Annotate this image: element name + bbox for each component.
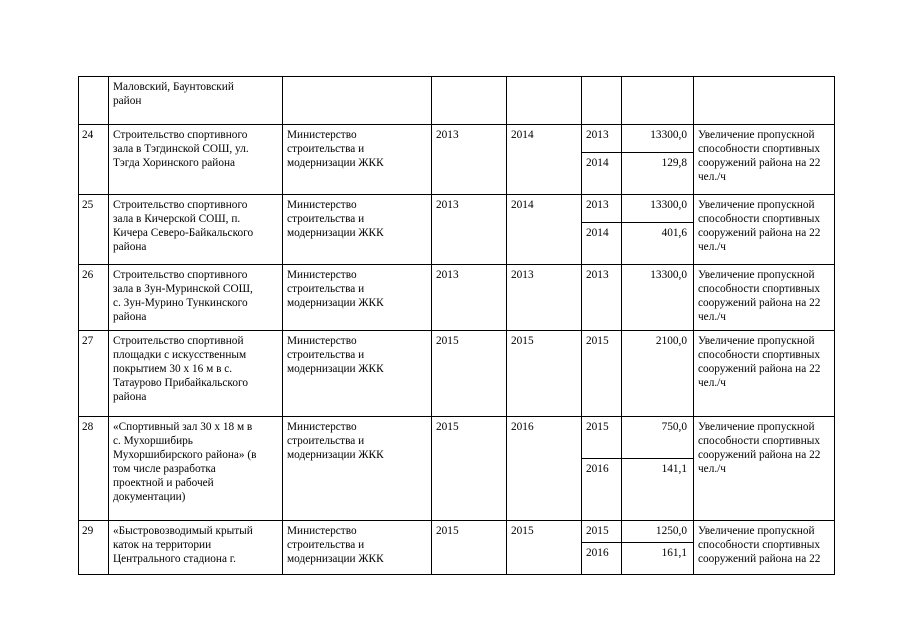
object-name-cell — [109, 521, 283, 575]
end-year-cell-text: 2015 — [511, 335, 534, 347]
end-year-cell-text: 2014 — [511, 199, 534, 211]
financing-year-cell — [582, 125, 622, 153]
expected-result-cell-text: Увеличение пропускной способности спортивных сооружений района на 22 чел./ч — [698, 199, 821, 253]
financing-year-cell-text: 2015 — [586, 421, 609, 433]
expected-result-cell — [694, 125, 835, 195]
financing-amount-cell — [622, 331, 694, 417]
financing-amount-cell — [622, 265, 694, 331]
start-year-cell — [432, 195, 507, 265]
expected-result-cell-text: Увеличение пропускной способности спортивных сооружений района на 22 чел./ч — [698, 269, 821, 323]
table-row — [79, 77, 835, 125]
row-number-cell — [79, 77, 109, 125]
table-row — [79, 265, 835, 331]
table-row — [79, 195, 835, 223]
financing-year-cell-text: 2014 — [586, 157, 609, 169]
responsible-agency-cell — [283, 521, 432, 575]
start-year-cell-text: 2013 — [436, 129, 459, 141]
start-year-cell — [432, 125, 507, 195]
object-name-cell — [109, 77, 283, 125]
start-year-cell — [432, 521, 507, 575]
object-name-cell-text: «Быстровозводимый крытый каток на территории Центрального стадиона г. — [113, 525, 253, 565]
financing-year-cell — [582, 543, 622, 575]
financing-amount-cell — [622, 521, 694, 543]
financing-year-cell — [582, 195, 622, 223]
financing-year-cell — [582, 223, 622, 265]
responsible-agency-cell — [283, 331, 432, 417]
financing-amount-cell-text: 2100,0 — [655, 335, 687, 347]
object-name-cell — [109, 417, 283, 521]
responsible-agency-cell — [283, 77, 432, 125]
table-row — [79, 125, 835, 153]
financing-amount-cell — [622, 77, 694, 125]
start-year-cell — [432, 77, 507, 125]
expected-result-cell-text: Увеличение пропускной способности спортивных сооружений района на 22 — [698, 525, 821, 565]
program-table — [78, 76, 835, 575]
object-name-cell — [109, 125, 283, 195]
financing-year-cell-text: 2013 — [586, 269, 609, 281]
financing-amount-cell — [622, 195, 694, 223]
financing-amount-cell-text: 161,1 — [661, 547, 687, 559]
row-number-cell-text: 27 — [82, 335, 94, 347]
row-number-cell — [79, 331, 109, 417]
object-name-cell — [109, 195, 283, 265]
financing-year-cell-text: 2015 — [586, 335, 609, 347]
financing-amount-cell — [622, 459, 694, 521]
end-year-cell — [507, 195, 582, 265]
financing-year-cell — [582, 459, 622, 521]
object-name-cell — [109, 265, 283, 331]
start-year-cell — [432, 265, 507, 331]
responsible-agency-cell — [283, 125, 432, 195]
expected-result-cell — [694, 521, 835, 575]
row-number-cell-text: 29 — [82, 525, 94, 537]
table-row — [79, 521, 835, 543]
row-number-cell — [79, 265, 109, 331]
responsible-agency-cell-text: Министерство строительства и модернизации ЖКК — [287, 335, 384, 375]
object-name-cell-text: Строительство спортивного зала в Зун-Муринской СОШ, с. Зун-Мурино Тункинского района — [113, 269, 253, 323]
row-number-cell-text: 25 — [82, 199, 94, 211]
responsible-agency-cell-text: Министерство строительства и модернизации ЖКК — [287, 129, 384, 169]
object-name-cell-text: «Спортивный зал 30 х 18 м в с. Мухоршибирь Мухоршибирского района» (в том числе разработка проектной и рабочей документации) — [113, 421, 257, 503]
object-name-cell-text: Строительство спортивной площадки с искусственным покрытием 30 х 16 м в с. Татаурово Прибайкальского района — [113, 335, 248, 403]
expected-result-cell-text: Увеличение пропускной способности спортивных сооружений района на 22 чел./ч — [698, 335, 821, 389]
row-number-cell — [79, 195, 109, 265]
financing-amount-cell-text: 141,1 — [661, 463, 687, 475]
financing-amount-cell-text: 1250,0 — [655, 525, 687, 537]
object-name-cell-text: Строительство спортивного зала в Кичерской СОШ, п. Кичера Северо-Байкальского района — [113, 199, 254, 253]
financing-amount-cell-text: 13300,0 — [650, 269, 687, 281]
end-year-cell-text: 2014 — [511, 129, 534, 141]
start-year-cell — [432, 331, 507, 417]
end-year-cell — [507, 417, 582, 521]
financing-year-cell-text: 2013 — [586, 129, 609, 141]
end-year-cell — [507, 125, 582, 195]
expected-result-cell — [694, 195, 835, 265]
end-year-cell — [507, 77, 582, 125]
financing-amount-cell — [622, 223, 694, 265]
financing-year-cell-text: 2013 — [586, 199, 609, 211]
row-number-cell — [79, 521, 109, 575]
start-year-cell-text: 2015 — [436, 421, 459, 433]
responsible-agency-cell-text: Министерство строительства и модернизации ЖКК — [287, 525, 384, 565]
row-number-cell — [79, 125, 109, 195]
financing-year-cell — [582, 153, 622, 195]
end-year-cell-text: 2016 — [511, 421, 534, 433]
financing-year-cell-text: 2016 — [586, 547, 609, 559]
end-year-cell — [507, 265, 582, 331]
financing-year-cell-text: 2016 — [586, 463, 609, 475]
object-name-cell-text: Маловский, Баунтовский район — [113, 81, 234, 107]
financing-year-cell — [582, 417, 622, 459]
financing-year-cell-text: 2015 — [586, 525, 609, 537]
object-name-cell-text: Строительство спортивного зала в Тэгдинской СОШ, ул. Тэгда Хоринского района — [113, 129, 249, 169]
start-year-cell-text: 2015 — [436, 525, 459, 537]
financing-amount-cell-text: 13300,0 — [650, 129, 687, 141]
financing-amount-cell-text: 129,8 — [661, 157, 687, 169]
start-year-cell-text: 2013 — [436, 199, 459, 211]
financing-amount-cell-text: 401,6 — [661, 227, 687, 239]
responsible-agency-cell — [283, 195, 432, 265]
start-year-cell — [432, 417, 507, 521]
responsible-agency-cell-text: Министерство строительства и модернизации ЖКК — [287, 269, 384, 309]
row-number-cell-text: 26 — [82, 269, 94, 281]
start-year-cell-text: 2013 — [436, 269, 459, 281]
financing-year-cell-text: 2014 — [586, 227, 609, 239]
end-year-cell — [507, 521, 582, 575]
financing-year-cell — [582, 331, 622, 417]
object-name-cell — [109, 331, 283, 417]
financing-amount-cell — [622, 153, 694, 195]
table-row — [79, 331, 835, 417]
financing-year-cell — [582, 77, 622, 125]
responsible-agency-cell — [283, 265, 432, 331]
row-number-cell-text: 24 — [82, 129, 94, 141]
start-year-cell-text: 2015 — [436, 335, 459, 347]
expected-result-cell — [694, 331, 835, 417]
table-body — [79, 77, 835, 575]
expected-result-cell — [694, 417, 835, 521]
financing-year-cell — [582, 521, 622, 543]
expected-result-cell — [694, 77, 835, 125]
expected-result-cell-text: Увеличение пропускной способности спортивных сооружений района на 22 чел./ч — [698, 129, 821, 183]
expected-result-cell-text: Увеличение пропускной способности спортивных сооружений района на 22 чел./ч — [698, 421, 821, 475]
financing-amount-cell — [622, 543, 694, 575]
financing-amount-cell-text: 13300,0 — [650, 199, 687, 211]
responsible-agency-cell-text: Министерство строительства и модернизации ЖКК — [287, 199, 384, 239]
responsible-agency-cell-text: Министерство строительства и модернизации ЖКК — [287, 421, 384, 461]
table-row — [79, 417, 835, 459]
end-year-cell — [507, 331, 582, 417]
financing-amount-cell — [622, 417, 694, 459]
end-year-cell-text: 2015 — [511, 525, 534, 537]
financing-amount-cell — [622, 125, 694, 153]
financing-amount-cell-text: 750,0 — [661, 421, 687, 433]
financing-year-cell — [582, 265, 622, 331]
expected-result-cell — [694, 265, 835, 331]
responsible-agency-cell — [283, 417, 432, 521]
end-year-cell-text: 2013 — [511, 269, 534, 281]
row-number-cell-text: 28 — [82, 421, 94, 433]
row-number-cell — [79, 417, 109, 521]
